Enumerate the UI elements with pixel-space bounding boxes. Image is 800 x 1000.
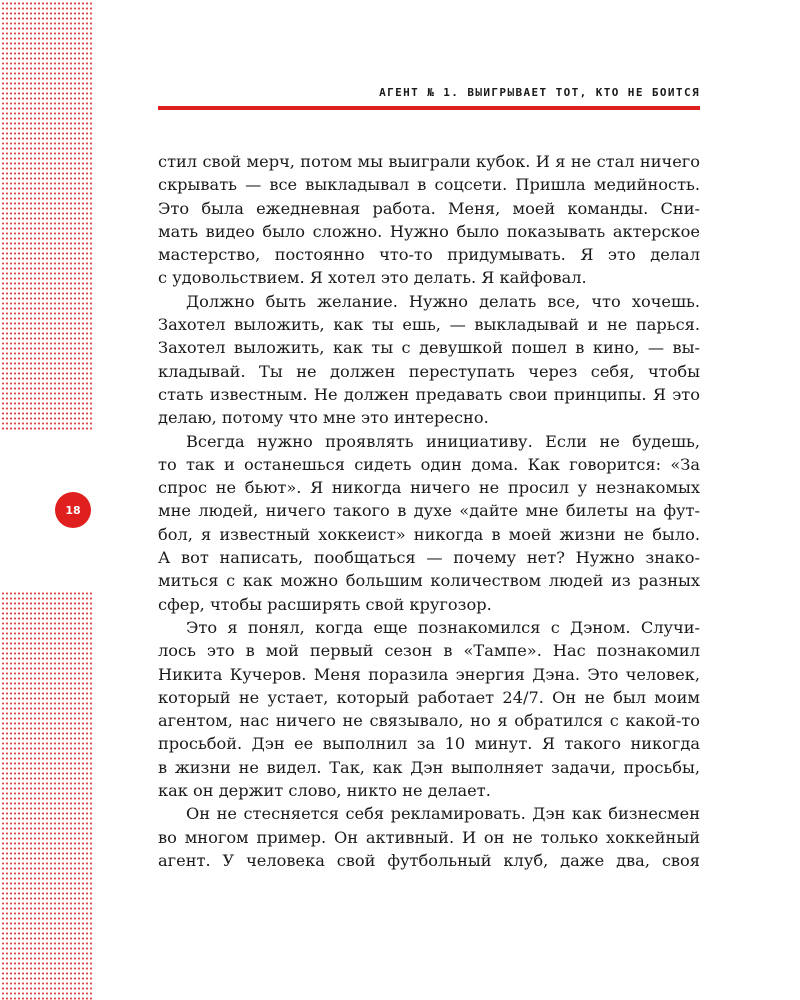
running-header: АГЕНТ № 1. ВЫИГРЫВАЕТ ТОТ, КТО НЕ БОИТСЯ [379,86,700,99]
text-line: кладывай. Ты не должен переступать через себя, чтобы [158,361,700,381]
text-line: агентом, нас ничего не связывало, но я обратился с какой-то [158,711,700,731]
text-line: то так и останешься сидеть один дома. Как говорится: «За [158,454,700,474]
text-line: Он не стесняется себя рекламировать. Дэн как бизнесмен [186,804,700,824]
header-divider [158,106,700,110]
text-line: спрос не бьют». Я никогда ничего не просил у незнакомых [158,478,700,498]
text-line: Захотел выложить, как ты с девушкой пошел в кино, — вы- [158,338,700,358]
text-line: бол, я известный хоккеист» никогда в моей жизни не было. [158,524,700,544]
paragraph [158,616,700,802]
page-number: 18 [65,503,81,517]
text-line: который не устает, который работает 24/7. Он не был моим [158,687,700,707]
paragraph [158,290,700,430]
page-number-badge [55,492,91,528]
text-line: Всегда нужно проявлять инициативу. Если не будешь, [186,431,700,451]
text-line: мать видео было сложно. Нужно было показывать актерское [158,221,700,241]
text-line: стать известным. Не должен предавать свои принципы. Я это [158,384,700,404]
text-line: Это я понял, когда еще познакомился с Дэном. Случи- [186,617,700,637]
text-line: с удовольствием. Я хотел это делать. Я кайфовал. [158,268,587,288]
text-line: мастерство, постоянно что-то придумывать. Я это делал [158,245,700,265]
text-line: мне людей, ничего такого в духе «дайте мне билеты на фут- [158,501,700,521]
text-line: во многом пример. Он активный. И он не только хоккейный [158,827,700,847]
text-line: Должно быть желание. Нужно делать все, что хочешь. [186,291,700,311]
decorative-dot-pattern-bottom [0,590,92,1000]
body-text [158,150,700,872]
text-line: делаю, потому что мне это интересно. [158,408,489,428]
text-line: стил свой мерч, потом мы выиграли кубок. И я не стал ничего [158,152,700,171]
text-line: агент. У человека свой футбольный клуб, даже два, своя [158,850,700,870]
text-line: А вот написать, пообщаться — почему нет? Нужно знако- [158,548,700,568]
decorative-dot-pattern-top [0,0,92,430]
text-line: Захотел выложить, как ты ешь, — выкладывай и не парься. [158,315,700,335]
text-line: Это была ежедневная работа. Меня, моей команды. Сни- [158,198,700,218]
paragraph [158,430,700,616]
text-line: лось это в мой первый сезон в «Тампе». Нас познакомил [158,641,700,661]
text-line: в жизни не видел. Так, как Дэн выполняет задачи, просьбы, [158,757,700,777]
text-line: как он держит слово, никто не делает. [158,781,491,801]
text-line: сфер, чтобы расширять свой кругозор. [158,594,492,614]
text-line: скрывать — все выкладывал в соцсети. Пришла медийность. [158,175,700,195]
paragraph [158,150,700,290]
text-line: Никита Кучеров. Меня поразила энергия Дэна. Это человек, [158,664,700,684]
text-line: миться с как можно большим количеством людей из разных [158,571,700,591]
text-line: просьбой. Дэн ее выполнил за 10 минут. Я такого никогда [158,734,700,754]
paragraph [158,802,700,872]
